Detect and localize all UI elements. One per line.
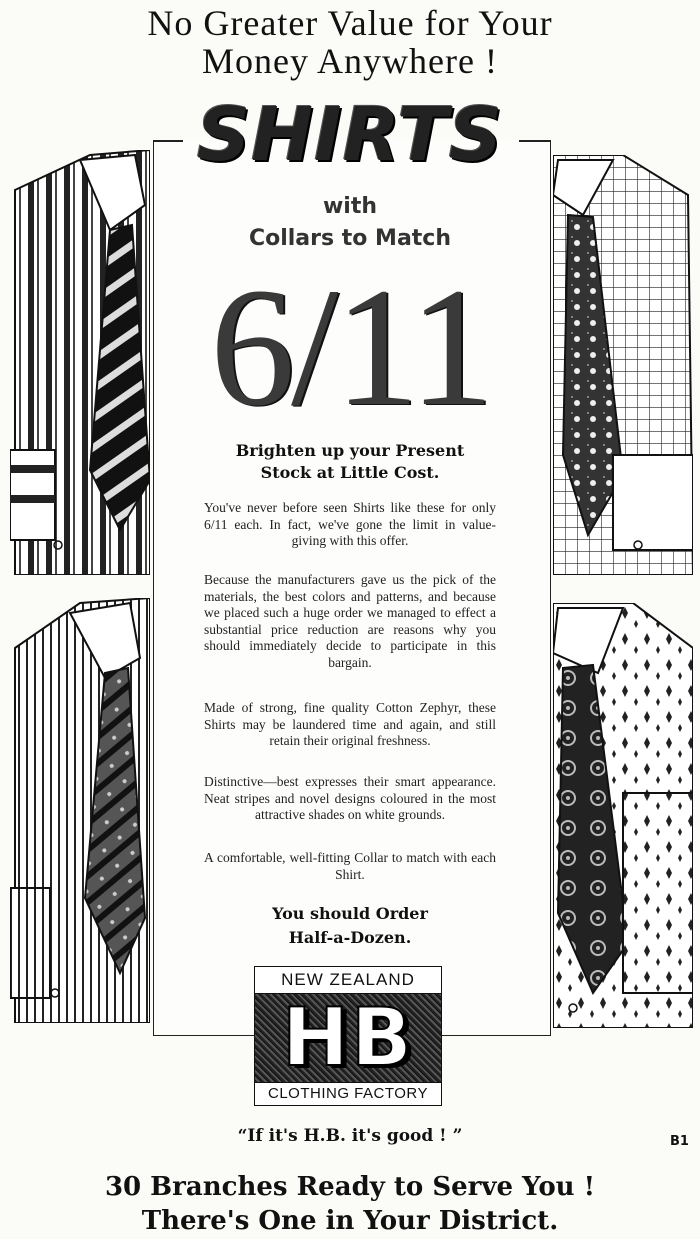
subheading-line-2: Stock at Little Cost. xyxy=(260,463,440,482)
order-line-2: Half-a-Dozen. xyxy=(288,928,412,947)
body-paragraph-3: Made of strong, fine quality Cotton Zephyr, these Shirts may be laundered time and again, and still retain their original freshness. xyxy=(204,700,496,749)
order-callout xyxy=(170,902,530,950)
slogan: “If it's H.B. it's good ! ” xyxy=(237,1126,463,1146)
body-paragraph-4: Distinctive—best expresses their smart appearance. Neat stripes and novel designs coloured in the most attractive shades on white grounds. xyxy=(204,774,496,823)
shirt-illustration-top-left xyxy=(10,150,150,575)
footer-line-2: There's One in Your District. xyxy=(141,1206,559,1236)
headline-line-2: Money Anywhere ! xyxy=(202,41,498,81)
shirt-illustration-bottom-right xyxy=(553,603,693,1028)
body-paragraph-1: You've never before seen Shirts like these for only 6/11 each. In fact, we've gone the limit in value-giving with this offer. xyxy=(204,500,496,549)
headline-line-1: No Greater Value for Your xyxy=(147,3,553,43)
hb-logo xyxy=(254,966,442,1106)
logo-hatched-field xyxy=(255,991,441,1084)
shirt-illustration-bottom-left xyxy=(10,598,150,1023)
subheading xyxy=(170,440,530,484)
footer-line-1: 30 Branches Ready to Serve You ! xyxy=(104,1172,596,1202)
body-paragraph-5: A comfortable, well-fitting Collar to match with each Shirt. xyxy=(204,850,496,882)
ad-code: B1 xyxy=(670,1134,689,1149)
logo-bottom-text: CLOTHING FACTORY xyxy=(255,1082,441,1105)
subheading-line-1: Brighten up your Present xyxy=(235,441,465,460)
collars-to-match-text: Collars to Match xyxy=(248,226,452,251)
shirts-title: SHIRTS xyxy=(196,92,504,178)
order-line-1: You should Order xyxy=(272,904,428,923)
price: 6/11 xyxy=(210,253,490,441)
with-text: with xyxy=(322,194,378,219)
shirt-illustration-top-right xyxy=(553,155,693,575)
logo-letters: HB xyxy=(282,991,414,1084)
logo-top-text: NEW ZEALAND xyxy=(255,967,441,994)
body-paragraph-2: Because the manufacturers gave us the pick of the materials, the best colors and patterns, and because we placed such a huge order we managed to effect a substantial price reduction are reasons why you should immediately decide to participate in this bargain. xyxy=(204,572,496,670)
